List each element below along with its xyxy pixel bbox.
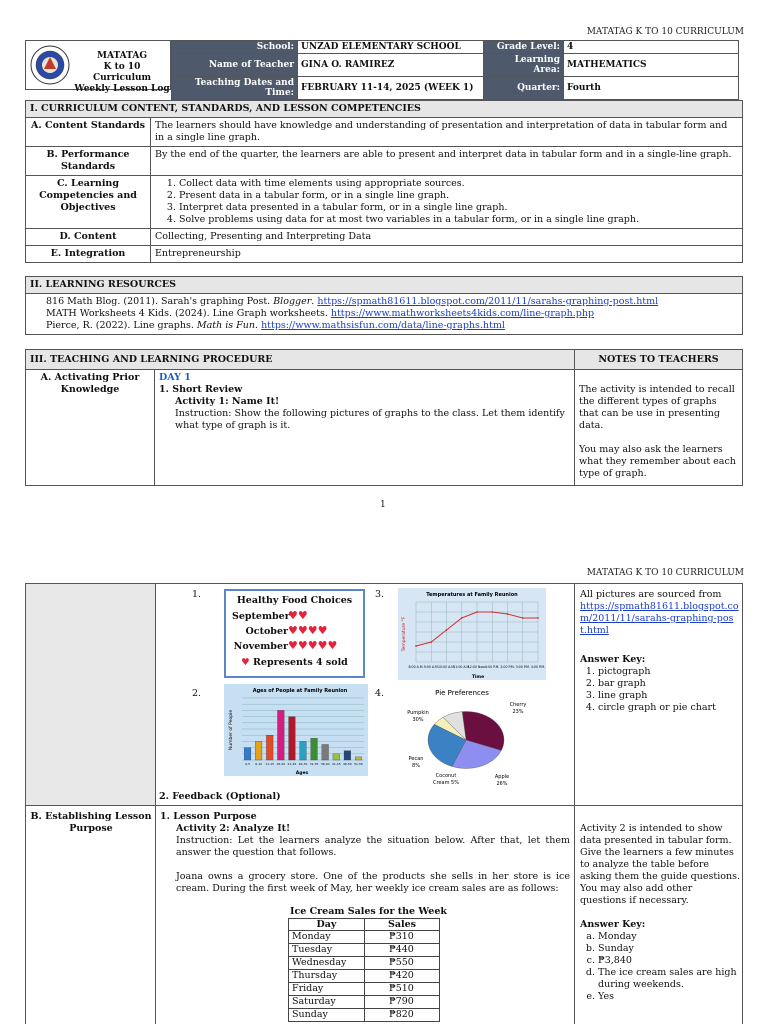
resource-3-italic: Math is Fun — [196, 320, 256, 331]
answer-key-item: 4. circle graph or pie chart — [598, 702, 740, 714]
bar-tick-label: 41-45 — [331, 762, 341, 766]
ice-cell-sales: ₱820 — [365, 1009, 440, 1022]
line-point — [537, 617, 539, 619]
quarter-label: Quarter: — [484, 77, 564, 100]
line-tick-label: 12:00 Noon — [467, 665, 487, 669]
feedback-label: 2. Feedback (Optional) — [159, 791, 281, 802]
line-point — [415, 645, 417, 647]
resource-3-text: Pierce, R. (2022). Line graphs. — [46, 320, 197, 331]
resource-1-link[interactable]: https://spmath81611.blogspot.com/2011/11/sarahs-graphing-post.html — [317, 296, 659, 307]
resources-cell — [26, 294, 743, 335]
curriculum-header-2: MATATAG K TO 10 CURRICULUM — [586, 568, 744, 578]
answer-key-item: 1. pictograph — [598, 666, 740, 678]
line-chart — [398, 588, 546, 680]
notes-sources-link[interactable]: https://spmath81611.blogspot.com/2011/11/sarahs-graphing-post.html — [580, 601, 739, 636]
graph-number-1: 1. — [192, 589, 202, 600]
quarter-value: Fourth — [564, 77, 739, 100]
answer-key-2-item: d. The ice cream sales are high during weekends. — [598, 967, 740, 991]
bar-tick-label: 21-25 — [287, 762, 297, 766]
school-label: School: — [172, 41, 298, 54]
line-tick-label: 8:00 A.M. — [408, 665, 424, 669]
heart-icon-group: ♥♥ — [288, 609, 308, 622]
graph-number-3: 3. — [375, 589, 385, 600]
note-1: The activity is intended to recall the different types of graphs that can be use in presenting data. — [579, 384, 735, 431]
line-chart-title: Temperatures at Family Reunion — [426, 592, 518, 598]
establishing-label: B. Establishing Lesson Purpose — [30, 811, 152, 834]
logo-block — [25, 40, 171, 94]
competency-item: 1. Collect data with time elements using appropriate sources. — [179, 178, 738, 190]
table-row — [289, 944, 440, 957]
header-table — [171, 40, 739, 100]
graph-number-4: 4. — [375, 688, 385, 699]
bar-tick-label: 11-15 — [265, 762, 275, 766]
pictograph-month: October — [245, 626, 288, 637]
ice-cell-sales: ₱420 — [365, 970, 440, 983]
ice-cell-sales: ₱310 — [365, 931, 440, 944]
day-label: DAY 1 — [159, 372, 191, 383]
page-number: 1 — [380, 500, 386, 510]
dates-label: Teaching Dates and Time: — [172, 77, 298, 100]
integration-label: E. Integration — [26, 246, 151, 263]
pictograph-legend-text: Represents 4 sold — [253, 657, 348, 668]
pie-label-pumpkin: Pumpkin — [407, 710, 429, 716]
section2-title: II. LEARNING RESOURCES — [26, 277, 743, 294]
notes-sources-text: All pictures are sourced from — [580, 589, 722, 600]
answer-key-title: Answer Key: — [580, 654, 646, 665]
ice-cell-sales: ₱510 — [365, 983, 440, 996]
notes-sources — [580, 589, 740, 714]
ice-cell-day: Wednesday — [289, 957, 365, 970]
bar — [344, 751, 351, 760]
story-text: Joana owns a grocery store. One of the products she sells in her store is ice cream. During the first week of May, her weekly ice cream sales are as follows: — [176, 871, 570, 894]
answer-key-2-item: e. Yes — [598, 991, 740, 1003]
answer-key-title-2: Answer Key: — [580, 919, 646, 930]
bar-tick-label: 16-20 — [276, 762, 286, 766]
activating-cell — [155, 370, 575, 486]
pictograph-title: Healthy Food Choices — [236, 595, 353, 606]
table-row — [289, 931, 440, 944]
line-chart-xlabel: Time — [471, 675, 485, 680]
performance-standards-label: B. Performance Standards — [26, 147, 151, 176]
pie-label-pumpkin-pct: 30% — [412, 717, 424, 723]
notes-title: NOTES TO TEACHERS — [575, 350, 743, 370]
pictograph-month: September — [232, 611, 290, 622]
area-label: Learning Area: — [484, 54, 564, 77]
pie-chart-title: Pie Preferences — [435, 689, 489, 697]
line-tick-label: 10:00 A.M. — [437, 665, 456, 669]
empty-left-cell — [25, 583, 156, 806]
competency-item: 3. Interpret data presented in a tabular form, or in a single line graph. — [179, 202, 738, 214]
competencies-cell — [151, 176, 743, 229]
heart-icon-group: ♥♥♥♥ — [288, 624, 328, 637]
heart-icon-group: ♥♥♥♥♥ — [288, 639, 338, 652]
resource-1: 816 Math Blog. (2011). Sarah's graphing Post. Blogger. https://spmath81611.blogspot.com/2011/11/sarahs-graphing-post.html — [46, 296, 659, 307]
line-point — [461, 617, 463, 619]
bar-chart-ylabel: Number of People — [229, 709, 234, 751]
logo-title-2: K to 10 Curriculum — [92, 62, 152, 83]
short-review: 1. Short Review — [159, 384, 243, 395]
pictograph-rows — [230, 609, 359, 654]
pie-label-coconut: Coconut — [435, 773, 457, 779]
pictograph-row — [230, 609, 359, 624]
bar-chart-title: Ages of People at Family Reunion — [252, 688, 348, 694]
section3-table — [25, 349, 743, 486]
pictograph-row — [230, 624, 359, 639]
pie-chart — [398, 686, 548, 790]
dates-value: FEBRUARY 11-14, 2025 (WEEK 1) — [298, 77, 484, 100]
competency-item: 2. Present data in a tabular form, or in a single line graph. — [179, 190, 738, 202]
deped-seal-icon — [30, 45, 70, 85]
pie-label-pecan-pct: 8% — [412, 763, 420, 769]
ice-cell-day: Thursday — [289, 970, 365, 983]
resource-1-italic: Blogger — [273, 296, 312, 307]
activity2-title: Activity 2: Analyze It! — [176, 823, 291, 834]
content-standards-label: A. Content Standards — [26, 118, 151, 147]
content-text: Collecting, Presenting and Interpreting Data — [151, 229, 743, 246]
bar-tick-label: 46-50 — [343, 762, 352, 766]
ice-cell-day: Sunday — [289, 1009, 365, 1022]
competencies-label: C. Learning Competencies and Objectives — [26, 176, 151, 229]
purpose-content — [160, 811, 570, 895]
bar — [289, 717, 296, 760]
line-chart-ylabel: Temperature °F — [402, 616, 407, 652]
resource-2-link[interactable]: https://www.mathworksheets4kids.com/line-graph.php — [330, 308, 595, 319]
pie-label-pecan: Pecan — [408, 756, 424, 762]
activity1-instruction: Instruction: Show the following pictures of graphs to the class. Let them identify what type of graph is it. — [175, 408, 565, 431]
teacher-value: GINA O. RAMIREZ — [298, 54, 484, 77]
section3-title: III. TEACHING AND LEARNING PROCEDURE — [26, 350, 575, 370]
note-2: You may also ask the learners what they remember about each type of graph. — [579, 444, 736, 479]
heart-icon: ♥ — [241, 657, 250, 668]
ice-cell-day: Friday — [289, 983, 365, 996]
ice-cell-day: Monday — [289, 931, 365, 944]
note-b-text: Activity 2 is intended to show data presented in tabular form. Give the learners a few minutes to analyze the table before asking them the guide questions. You may also add other questions if necessary. — [580, 823, 740, 906]
bar-tick-label: 26-30 — [298, 762, 308, 766]
answer-key-item: 2. bar graph — [598, 678, 740, 690]
ice-cell-sales: ₱440 — [365, 944, 440, 957]
graph-number-2: 2. — [192, 688, 202, 699]
pictograph-legend — [230, 657, 359, 668]
bar — [311, 738, 318, 760]
bar — [300, 741, 307, 760]
pictograph-month: November — [233, 641, 288, 652]
grade-value: 4 — [564, 41, 739, 54]
bar — [322, 745, 329, 761]
line-point — [446, 629, 448, 631]
grade-label: Grade Level: — [484, 41, 564, 54]
notes-cell — [575, 370, 743, 486]
line-tick-label: 2:00 P.M. — [500, 665, 515, 669]
ice-cell-sales: ₱550 — [365, 957, 440, 970]
line-point — [522, 617, 524, 619]
resource-3: Pierce, R. (2022). Line graphs. Math is Fun. https://www.mathsisfun.com/data/line-graphs.html — [46, 320, 505, 331]
ice-cell-day: Tuesday — [289, 944, 365, 957]
content-label: D. Content — [26, 229, 151, 246]
bar-tick-label: 36-40 — [320, 762, 330, 766]
bar-tick-label: 51-55 — [354, 762, 363, 766]
line-point — [491, 611, 493, 613]
content-standards-text: The learners should have knowledge and understanding of presentation and interpretation of data in tabular form and in a single line graph. — [151, 118, 743, 147]
teacher-label: Name of Teacher — [172, 54, 298, 77]
answer-key-2-item: c. ₱3,840 — [598, 955, 740, 967]
bar — [277, 710, 284, 760]
line-point — [430, 641, 432, 643]
answer-key-2-item: a. Monday — [598, 931, 740, 943]
performance-standards-text: By the end of the quarter, the learners are able to present and interpret data in tabular form and in a single-line graph. — [151, 147, 743, 176]
answer-key-item: 3. line graph — [598, 690, 740, 702]
answer-key-2-item: b. Sunday — [598, 943, 740, 955]
resource-3-link[interactable]: https://www.mathsisfun.com/data/line-graphs.html — [261, 320, 505, 331]
line-tick-label: 11:00 A.M. — [453, 665, 471, 669]
pie-label-apple: Apple — [494, 774, 510, 780]
resource-2-text: MATH Worksheets 4 Kids. (2024). Line Graph worksheets. — [46, 308, 331, 319]
competency-item: 4. Solve problems using data for at most two variables in a tabular form, or in a single line graph. — [179, 214, 738, 226]
line-point — [507, 613, 509, 615]
pie-label-apple-pct: 26% — [496, 781, 508, 787]
bar — [255, 741, 262, 760]
resource-1-text: 816 Math Blog. (2011). Sarah's graphing Post. — [46, 296, 274, 307]
establishing-cell — [25, 805, 156, 1024]
bar — [266, 735, 273, 760]
notes-b — [580, 823, 740, 1003]
lesson-purpose-title: 1. Lesson Purpose — [160, 811, 257, 822]
pictograph-row — [230, 639, 359, 654]
line-point — [476, 611, 478, 613]
bar-tick-label: 31-35 — [309, 762, 319, 766]
area-value: MATHEMATICS — [564, 54, 739, 77]
line-tick-label: 3:00 P.M. — [515, 665, 530, 669]
section1-title: I. CURRICULUM CONTENT, STANDARDS, AND LESSON COMPETENCIES — [26, 101, 743, 118]
table-row — [289, 970, 440, 983]
school-value: UNZAD ELEMENTARY SCHOOL — [298, 41, 484, 54]
bar — [355, 757, 362, 760]
table-row — [289, 1009, 440, 1022]
section2-table — [25, 276, 743, 335]
bar — [333, 754, 340, 760]
line-tick-label: 4:00 P.M. — [530, 665, 546, 669]
table-row — [289, 957, 440, 970]
logo-title-3: Weekly Lesson Log — [74, 84, 170, 94]
activity1-title: Activity 1: Name It! — [175, 396, 280, 407]
logo-title-1: MATATAG — [96, 51, 148, 61]
ice-cell-sales: ₱790 — [365, 996, 440, 1009]
table-row — [289, 983, 440, 996]
pie-label-cherry-pct: 23% — [512, 709, 524, 715]
bar-tick-label: 0-5 — [245, 762, 250, 766]
table-row — [289, 996, 440, 1009]
ice-table-title: Ice Cream Sales for the Week — [290, 906, 447, 917]
bar — [244, 748, 251, 760]
resource-2 — [46, 308, 738, 320]
section1-table — [25, 100, 743, 263]
integration-text: Entrepreneurship — [151, 246, 743, 263]
activity2-instruction: Instruction: Let the learners analyze the situation below. After that, let them answer the question that follows. — [176, 835, 570, 858]
ice-cell-day: Saturday — [289, 996, 365, 1009]
ice-col-sales: Sales — [365, 919, 440, 931]
ice-col-day: Day — [289, 919, 365, 931]
pie-label-cherry: Cherry — [509, 702, 527, 708]
line-tick-label: 9:00 A.M. — [423, 665, 439, 669]
activating-label: A. Activating Prior Knowledge — [26, 370, 155, 486]
ice-cream-table — [288, 918, 440, 1022]
bar-chart-xlabel: Ages — [295, 771, 309, 776]
curriculum-header: MATATAG K TO 10 CURRICULUM — [586, 27, 744, 37]
pictograph — [224, 589, 365, 678]
bar-chart — [224, 684, 368, 776]
bar-tick-label: 6-10 — [255, 762, 263, 766]
line-tick-label: 1:00 P.M. — [485, 665, 500, 669]
pie-label-coconut-pct: Cream 5% — [433, 780, 459, 786]
